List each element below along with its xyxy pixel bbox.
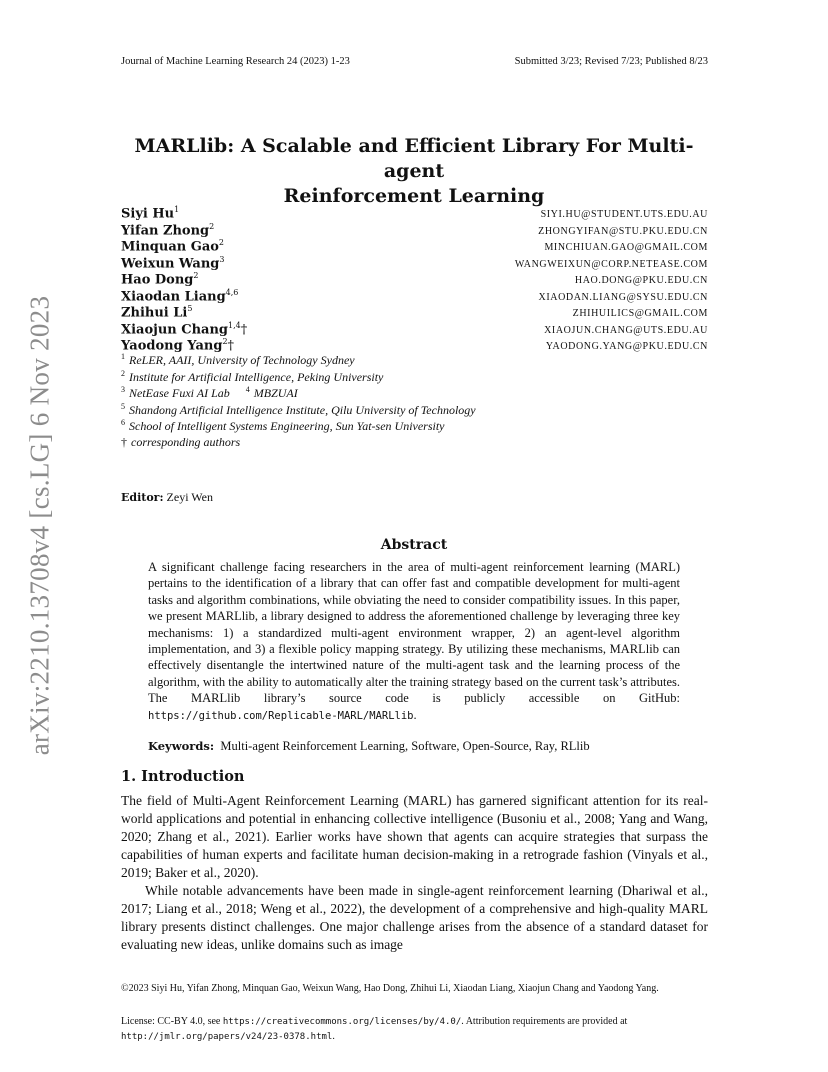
author-email[interactable]: HAO.DONG@PKU.EDU.CN	[574, 275, 708, 287]
abstract-heading: Abstract	[380, 537, 448, 553]
author-email[interactable]: XIAOJUN.CHANG@UTS.EDU.AU	[544, 324, 708, 336]
author-row	[121, 238, 708, 255]
author-row	[121, 304, 708, 321]
title-line-2: Reinforcement Learning	[283, 185, 545, 207]
affiliation-list	[121, 352, 708, 451]
affiliation: $^6$ School of Intelligent Systems Engineering, Sun Yat-sen University	[121, 418, 445, 433]
author-name: Zhihui Li$^5$	[121, 304, 193, 321]
affiliation: $^3$ NetEase Fuxi AI Lab $^4$ MBZUAI	[121, 385, 298, 400]
license-note: License: CC-BY 4.0, see https://creativecommons.org/licenses/by/4.0/. Attribution requirements are provided at http://jmlr.org/papers/v24/23-0378.html.	[121, 1016, 628, 1042]
jmlr-link[interactable]: http://jmlr.org/papers/v24/23-0378.html	[121, 1031, 333, 1042]
affiliation: $^2$ Institute for Artificial Intelligence, Peking University	[121, 368, 384, 384]
author-row	[121, 255, 708, 272]
author-email[interactable]: ZHIHUILICS@GMAIL.COM	[572, 308, 708, 320]
author-name: Siyi Hu$^1$	[121, 205, 180, 222]
github-link[interactable]: https://github.com/Replicable-MARL/MARLlib	[148, 709, 414, 722]
author-email[interactable]: XIAODAN.LIANG@SYSU.EDU.CN	[538, 291, 708, 303]
license-link[interactable]: https://creativecommons.org/licenses/by/4.0/	[222, 1017, 462, 1027]
arxiv-watermark	[10, 290, 70, 760]
editor-label: Editor:	[121, 491, 164, 504]
keywords-text: Multi-agent Reinforcement Learning, Software, Open-Source, Ray, RLlib	[220, 739, 590, 753]
submission-dates: Submitted 3/23; Revised 7/23; Published 8/23	[514, 56, 708, 67]
title-line-1: MARLlib: A Scalable and Efficient Library For Multi-agent	[134, 135, 694, 182]
author-email[interactable]: WANGWEIXUN@CORP.NETEASE.COM	[514, 258, 708, 270]
editor-line	[121, 490, 213, 505]
affiliation: $^5$ Shandong Artificial Intelligence Institute, Qilu University of Technology	[121, 401, 476, 417]
author-name: Xiaojun Chang$^{1,4}$†	[121, 320, 248, 337]
author-row	[121, 271, 708, 288]
keywords-line	[148, 739, 680, 754]
copyright-note: ©2023 Siyi Hu, Yifan Zhong, Minquan Gao, Weixun Wang, Hao Dong, Zhihui Li, Xiaodan Liang, Xiaojun Chang and Yaodong Yang.	[121, 983, 659, 994]
author-name: Hao Dong$^2$	[121, 271, 199, 288]
author-name: Minquan Gao$^2$	[121, 238, 225, 255]
author-email[interactable]: MINCHIUAN.GAO@GMAIL.COM	[544, 242, 708, 254]
author-name: Yifan Zhong$^2$	[121, 221, 215, 238]
abstract-body: A significant challenge facing researchers in the area of multi-agent reinforcement learning (MARL) pertains to the identification of a library that can offer fast and compatible development for multi-agent tasks and algorithm combinations, while obviating the need to consider compatibility issues. In this paper, we present MARLlib, a library designed to address the aforementioned challenge by leveraging three key mechanisms: 1) a standardized multi-agent environment wrapper, 2) an agent-level algorithm implementation, and 3) a flexible policy mapping strategy. By utilizing these mechanisms, MARLlib can effectively disentangle the intertwined nature of the multi-agent task and the learning process of the algorithm, with the ability to automatically alter the training strategy based on the current task’s attributes. The MARLlib library’s source code is publicly accessible on GitHub: https://github.com/Replicable-MARL/MARLlib.	[148, 560, 680, 722]
affiliation-corresponding: † corresponding authors	[121, 434, 241, 449]
author-email[interactable]: YAODONG.YANG@PKU.EDU.CN	[545, 341, 708, 353]
author-name: Xiaodan Liang$^{4,6}$	[121, 287, 239, 304]
corresponding-mark: †	[240, 321, 248, 337]
keywords-label: Keywords:	[148, 739, 215, 753]
intro-paragraph-1: The field of Multi-Agent Reinforcement Learning (MARL) has garnered significant attention for its real-world applications and potential in enhancing collective intelligence (Busoniu et al., 2008; Yang and Wang, 2020; Zhang et al., 2021). Earlier works have shown that agents can acquire strategies that surpass the capabilities of human experts and facilitate human decision-making in a retrograde fashion (Vinyals et al., 2019; Baker et al., 2020).	[121, 793, 708, 880]
author-email[interactable]: SIYI.HU@STUDENT.UTS.EDU.AU	[540, 209, 708, 221]
affiliation: $^1$ ReLER, AAII, University of Technology Sydney	[121, 352, 355, 367]
author-row	[121, 205, 708, 222]
author-name: Yaodong Yang$^2$†	[121, 337, 235, 354]
intro-paragraph-2: While notable advancements have been made in single-agent reinforcement learning (Dhariwal et al., 2017; Liang et al., 2018; Weng et al., 2022), the development of a comprehensive and high-quality MARL library presents distinct challenges. One major challenge arises from the absence of a standard dataset for evaluating new ideas, unlike domains such as image	[121, 883, 708, 952]
author-email[interactable]: ZHONGYIFAN@STU.PKU.EDU.CN	[538, 225, 708, 237]
editor-name: Zeyi Wen	[166, 490, 213, 504]
author-row	[121, 222, 708, 239]
author-list	[121, 205, 708, 354]
author-row	[121, 288, 708, 305]
author-row	[121, 321, 708, 338]
author-name: Weixun Wang$^3$	[121, 254, 225, 271]
arxiv-id: arXiv:2210.13708v4 [cs.LG] 6 Nov 2023	[24, 295, 55, 755]
paper-title	[120, 134, 708, 209]
section-heading: 1. Introduction	[121, 768, 245, 785]
abstract-text: A significant challenge facing researchers in the area of multi-agent reinforcement learning (MARL) pertains to the identification of a library that can offer fast and compatible development for multi-agent tasks and algorithm combinations, while obviating the need to consider compatibility issues. In this paper, we present MARLlib, a library designed to address the aforementioned challenge by leveraging three key mechanisms: 1) a standardized multi-agent environment wrapper, 2) an agent-level algorithm implementation, and 3) a flexible policy mapping strategy. By utilizing these mechanisms, MARLlib can effectively disentangle the intertwined nature of the multi-agent task and the learning process of the algorithm, with the ability to automatically alter the training strategy based on the current task’s attributes. The MARLlib library’s source code is publicly accessible on GitHub:	[148, 560, 680, 706]
journal-header: Journal of Machine Learning Research 24 (2023) 1-23	[121, 56, 350, 67]
corresponding-mark: †	[227, 338, 235, 354]
